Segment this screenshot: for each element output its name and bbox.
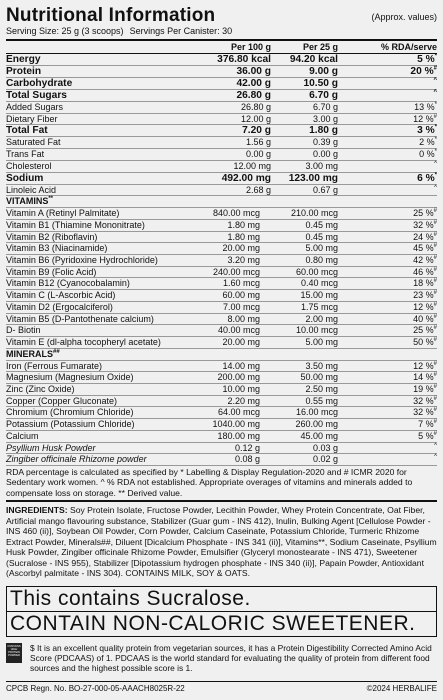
column-header xyxy=(6,41,437,54)
ingredients-label: INGREDIENTS: xyxy=(6,505,68,516)
per100-value: 376.80 kcal xyxy=(217,54,271,65)
rda-value xyxy=(338,54,437,65)
rda-value xyxy=(338,173,437,184)
rda-value xyxy=(338,220,437,231)
header-rda: % RDA/serve xyxy=(380,42,437,52)
nutrient-row xyxy=(6,267,437,279)
per100-value: 26.80 g xyxy=(240,102,271,112)
per100-value: 840.00 mcg xyxy=(212,208,260,219)
rda-value xyxy=(338,384,437,395)
name-cell xyxy=(6,302,184,313)
per25-value: 0.02 g xyxy=(312,454,338,465)
nutrient-name: Vitamin A (Retinyl Palmitate) xyxy=(6,208,120,219)
label-title: Nutritional Information xyxy=(6,5,216,26)
nutrient-row xyxy=(6,102,437,114)
per25-value: 210.00 mcg xyxy=(290,208,338,219)
protein-footnote xyxy=(6,643,437,673)
per100-value: 1.80 mg xyxy=(227,219,260,230)
per25-value: 2.00 mg xyxy=(305,313,338,324)
per25-value: 16.00 mcg xyxy=(295,407,338,418)
nutrient-name: Zingiber officinale Rhizome powder xyxy=(6,454,147,465)
name-cell xyxy=(6,431,184,442)
bottom-bar xyxy=(6,681,437,693)
name-cell xyxy=(6,278,184,289)
rda-percent: 32 % xyxy=(413,395,434,406)
per25-value: 0.55 mg xyxy=(305,395,338,406)
per25-value: 0.00 g xyxy=(312,149,338,160)
rda-percent: 32 % xyxy=(413,219,434,230)
per100-value: 492.00 mg xyxy=(221,172,271,184)
rda-marker: ^ xyxy=(433,77,437,84)
footnote-text: $ It is an excellent quality protein from vegetarian sources, it has a Protein Digestibility Corrected Amino Acid Score (PDCAAS) of 1. PDCAAS is the world standard for evaluating the quality of protein from different food sources and the highest possible score is 1. xyxy=(30,643,432,674)
per100-value: 12.00 mg xyxy=(233,160,271,171)
rda-value xyxy=(338,208,437,219)
per100-value: 14.00 mg xyxy=(222,360,260,371)
per25-value: 0.40 mcg xyxy=(300,278,338,289)
nutrient-name: D- Biotin xyxy=(6,325,41,336)
per25-value: 45.00 mg xyxy=(300,430,338,441)
rda-value xyxy=(338,396,437,407)
nutrient-name: Added Sugars xyxy=(6,102,64,112)
rda-marker: * xyxy=(434,137,437,144)
rda-percent: 45 % xyxy=(413,243,434,254)
per100-value: 240.00 mcg xyxy=(212,266,260,277)
name-cell xyxy=(6,54,153,65)
nutrient-row xyxy=(6,161,437,173)
name-cell xyxy=(6,384,184,395)
rda-marker: # xyxy=(433,219,437,226)
name-cell xyxy=(6,419,184,430)
name-cell xyxy=(6,407,184,418)
header-spacer xyxy=(6,41,153,53)
rda-marker: # xyxy=(433,395,437,402)
name-cell xyxy=(6,185,153,196)
serving-size: Serving Size: 25 g (3 scoops) xyxy=(6,26,124,36)
nutrient-row xyxy=(6,66,437,78)
per100-value: 40.00 mcg xyxy=(217,325,260,336)
per100-value: 60.00 mg xyxy=(222,290,260,301)
nutrient-name: Vitamin B12 (Cyanocobalamin) xyxy=(6,278,130,289)
nutrient-name: Magnesium (Magnesium Oxide) xyxy=(6,372,134,383)
nutrient-name: Total Sugars xyxy=(6,90,67,101)
sweetener-warning: CONTAIN NON-CALORIC SWEETENER. xyxy=(6,611,437,637)
rda-marker: * xyxy=(434,102,437,108)
per25-value: 3.50 mg xyxy=(305,360,338,371)
rda-marker: # xyxy=(433,243,437,250)
nutrient-row xyxy=(6,302,437,314)
rda-value xyxy=(338,302,437,313)
nutrient-row xyxy=(6,407,437,419)
per100-value: 1.60 mcg xyxy=(222,278,260,289)
rda-value xyxy=(338,78,437,89)
per25-value: 60.00 mcg xyxy=(295,266,338,277)
per100-value: 7.00 mcg xyxy=(222,301,260,312)
nutrient-row xyxy=(6,114,437,126)
rda-value xyxy=(338,114,437,125)
rda-marker: # xyxy=(433,336,437,343)
rda-value xyxy=(338,243,437,254)
rda-percent: 19 % xyxy=(413,384,434,395)
rda-value xyxy=(338,372,437,383)
rda-percent: 25 % xyxy=(413,208,434,219)
nutrient-name: Potassium (Potassium Chloride) xyxy=(6,419,135,430)
rda-percent: 42 % xyxy=(413,255,434,266)
rda-marker: * xyxy=(434,172,437,179)
rda-percent: 2 % xyxy=(419,137,435,148)
nutrient-row xyxy=(6,125,437,137)
nutrient-name: Vitamin D2 (Ergocalciferol) xyxy=(6,301,113,312)
nutrient-row xyxy=(6,337,437,349)
per100-value: 2.20 mg xyxy=(227,395,260,406)
nutrient-row xyxy=(6,90,437,102)
per100-value: 1.56 g xyxy=(245,137,271,148)
per25-value: 0.03 g xyxy=(312,442,338,453)
nutrient-row xyxy=(6,443,437,455)
per100-value: 1040.00 mg xyxy=(212,419,260,430)
nutrient-name: Cholesterol xyxy=(6,160,52,171)
nutrient-row xyxy=(6,314,437,326)
name-cell xyxy=(6,208,184,219)
rda-value xyxy=(338,255,437,266)
nutrient-name: Vitamin B1 (Thiamine Mononitrate) xyxy=(6,219,145,230)
per25-value: 3.00 g xyxy=(312,113,338,124)
nutrient-name: Zinc (Zinc Oxide) xyxy=(6,384,75,395)
nutrient-name: Trans Fat xyxy=(6,149,45,160)
rda-percent: 40 % xyxy=(413,313,434,324)
serving-info xyxy=(6,26,437,37)
macros-table xyxy=(6,54,437,196)
nutrient-row xyxy=(6,419,437,431)
rda-marker: # xyxy=(433,231,437,238)
per100-value: 200.00 mg xyxy=(217,372,260,383)
rda-marker: # xyxy=(433,384,437,391)
nutrient-name: Vitamin B9 (Folic Acid) xyxy=(6,266,97,277)
rda-marker: # xyxy=(433,360,437,367)
per25-value: 1.75 mcg xyxy=(300,301,338,312)
name-cell xyxy=(6,396,184,407)
rda-value xyxy=(338,125,437,136)
per100-value: 2.68 g xyxy=(245,184,271,195)
rda-value xyxy=(338,314,437,325)
per100-value: 7.20 g xyxy=(242,125,271,137)
name-cell xyxy=(6,255,184,266)
rda-marker: # xyxy=(433,419,437,426)
regn-number: CPCB Regn. No. BO-27-000-05-AAACH8025R-22 xyxy=(6,684,185,694)
per100-value: 20.00 mg xyxy=(222,336,260,347)
rda-marker: ^ xyxy=(434,442,437,449)
per25-value: 1.80 g xyxy=(309,125,338,137)
nutrient-row xyxy=(6,243,437,255)
nutrient-name: Protein xyxy=(6,66,42,77)
per25-value: 94.20 kcal xyxy=(289,54,338,65)
per25-value: 0.80 mg xyxy=(305,255,338,266)
nutrient-name: Vitamin E (dl-alpha tocopheryl acetate) xyxy=(6,336,161,347)
per25-value: 5.00 mg xyxy=(305,336,338,347)
label-inner xyxy=(6,6,437,693)
nutrient-name: Vitamin B6 (Pyridoxine Hydrochloride) xyxy=(6,255,158,266)
rda-percent: 24 % xyxy=(413,231,434,242)
nutrient-row xyxy=(6,185,437,197)
rda-marker: # xyxy=(433,325,437,332)
rda-value xyxy=(338,278,437,289)
rda-value xyxy=(338,290,437,301)
nutrient-name: Vitamin B3 (Niacinamide) xyxy=(6,243,108,254)
header-per100: Per 100 g xyxy=(230,42,271,52)
name-cell xyxy=(6,337,184,348)
per100-value: 8.00 mg xyxy=(227,313,260,324)
per25-value: 0.39 g xyxy=(312,137,338,148)
rda-marker: ^ xyxy=(433,89,437,96)
per25-value: 10.00 mcg xyxy=(295,325,338,336)
rda-percent: 12 % xyxy=(413,113,434,124)
per100-value: 0.12 g xyxy=(234,442,260,453)
nutrient-name: Linoleic Acid xyxy=(6,184,57,195)
rda-percent: 12 % xyxy=(413,360,434,371)
copyright: ©2024 HERBALIFE xyxy=(366,684,437,694)
per25-value: 9.00 g xyxy=(309,66,338,77)
rda-marker: # xyxy=(433,301,437,308)
per100-value: 1.80 mg xyxy=(227,231,260,242)
ingredients xyxy=(6,505,437,578)
per25-value: 123.00 mg xyxy=(288,172,338,184)
nutrient-name: Sodium xyxy=(6,172,44,184)
rda-percent: 0 % xyxy=(419,149,435,160)
nutrient-row xyxy=(6,454,437,466)
nutrient-row xyxy=(6,325,437,337)
nutrient-row xyxy=(6,173,437,185)
rda-marker: # xyxy=(433,266,437,273)
protein-badge-icon: CONTAINS HIGH PROTEIN POWDER xyxy=(6,643,22,663)
per25-value: 0.45 mg xyxy=(305,231,338,242)
rda-value xyxy=(338,454,437,465)
name-cell xyxy=(6,267,184,278)
per100-value: 26.80 g xyxy=(236,90,271,101)
rda-value xyxy=(338,232,437,243)
name-cell xyxy=(6,325,184,336)
nutrient-name: Calcium xyxy=(6,430,39,441)
rda-value xyxy=(338,407,437,418)
nutrient-name: Chromium (Chromium Chloride) xyxy=(6,407,134,418)
per100-value: 3.20 mg xyxy=(227,255,260,266)
nutrient-row xyxy=(6,137,437,149)
nutrient-row xyxy=(6,396,437,408)
rda-marker: # xyxy=(433,372,437,379)
nutrient-row xyxy=(6,78,437,90)
nutrient-name: Energy xyxy=(6,54,41,65)
rda-value xyxy=(338,325,437,336)
rda-percent: 23 % xyxy=(413,290,434,301)
name-cell xyxy=(6,454,184,465)
rda-value xyxy=(338,431,437,442)
approx-note: (Approx. values) xyxy=(371,12,437,22)
nutrient-name: Carbohydrate xyxy=(6,78,73,89)
per100-value: 0.08 g xyxy=(234,454,260,465)
sucralose-warning: This contains Sucralose. xyxy=(6,586,437,611)
rda-marker: # xyxy=(433,255,437,262)
rda-value xyxy=(338,267,437,278)
nutrient-name: Saturated Fat xyxy=(6,137,61,148)
nutrient-name: Iron (Ferrous Fumarate) xyxy=(6,360,103,371)
nutrient-row xyxy=(6,361,437,373)
per25-value: 260.00 mg xyxy=(295,419,338,430)
per25-value: 3.00 mg xyxy=(305,160,338,171)
per25-value: 6.70 g xyxy=(309,90,338,101)
name-cell xyxy=(6,161,153,172)
per25-value: 10.50 g xyxy=(303,78,338,89)
rda-value xyxy=(338,361,437,372)
name-cell xyxy=(6,125,153,136)
name-cell xyxy=(6,78,153,89)
name-cell xyxy=(6,173,153,184)
name-cell xyxy=(6,149,153,160)
rda-percent: 14 % xyxy=(413,372,434,383)
rda-marker: * xyxy=(434,53,437,60)
name-cell xyxy=(6,372,184,383)
rda-marker: # xyxy=(433,313,437,320)
nutrient-row xyxy=(6,232,437,244)
header-per25: Per 25 g xyxy=(302,42,338,52)
nutrient-name: Vitamin B5 (D-Pantothenate calcium) xyxy=(6,313,154,324)
name-cell xyxy=(6,66,153,77)
per100-value: 180.00 mg xyxy=(217,430,260,441)
per25-value: 5.00 mg xyxy=(305,243,338,254)
per100-value: 64.00 mcg xyxy=(217,407,260,418)
name-cell xyxy=(6,232,184,243)
nutrient-name: Copper (Copper Gluconate) xyxy=(6,395,118,406)
name-cell xyxy=(6,102,153,113)
rda-percent: 3 % xyxy=(417,125,435,137)
rda-percent: 32 % xyxy=(413,407,434,418)
rda-percent: 5 % xyxy=(418,430,434,441)
name-cell xyxy=(6,114,153,125)
name-cell xyxy=(6,220,184,231)
rda-marker: * xyxy=(434,149,437,156)
per25-value: 0.67 g xyxy=(312,184,338,195)
rda-percent: 12 % xyxy=(413,301,434,312)
nutrient-row xyxy=(6,54,437,66)
per25-value: 6.70 g xyxy=(312,102,338,112)
rda-marker: # xyxy=(433,208,437,215)
rda-percent: 50 % xyxy=(413,336,434,347)
rda-marker: # xyxy=(433,113,437,120)
rda-percent: 5 % xyxy=(417,54,435,65)
nutrient-row xyxy=(6,290,437,302)
rda-percent: 20 % xyxy=(410,66,434,77)
minerals-table xyxy=(6,361,437,466)
per25-value: 50.00 mg xyxy=(300,372,338,383)
rda-value xyxy=(338,149,437,160)
name-cell xyxy=(6,90,153,101)
rda-percent: 7 % xyxy=(418,419,434,430)
nutrient-name: Total Fat xyxy=(6,125,48,137)
nutrient-row xyxy=(6,372,437,384)
per100-value: 20.00 mg xyxy=(222,243,260,254)
rda-value xyxy=(338,419,437,430)
rda-percent: 25 % xyxy=(413,325,434,336)
rda-value xyxy=(338,102,437,113)
rda-value xyxy=(338,137,437,148)
name-cell xyxy=(6,137,153,148)
rda-marker: # xyxy=(433,65,437,72)
rda-marker: # xyxy=(433,430,437,437)
per100-value: 12.00 g xyxy=(240,113,271,124)
ingredients-text: Soy Protein Isolate, Fructose Powder, Lecithin Powder, Whey Protein Concentrate, Oat Fiber, Artificial mango flavouring substance, Stabilizer (Guar gum - INS 412), Inulin, Bulking Agent [Cellulose Powder - INS 460 (ii)], Soybean Oil Powder, Corn Powder, Calcium Caseinate, Potassium Chloride, Turmeric Rhizome Extract Powder, Minerals##, Diluent [Dicalcium Phosphate - INS 341 (ii)], Vitamins**, Sodium Caseinate, Psyllium Husk Powder, Zingiber officinale Rhizome Powder, Emulsifier (Glyceryl monostearate - INS 471), Sweetener (Sucralose - INS 955), Stabilizer [Dipotassium hydrogen phosphate - INS 340 (ii)], Papain Powder, Antioxidant (Ascorbyl palmitate - INS 304). CONTAINS MILK, SOY & OATS. xyxy=(6,505,437,578)
per100-value: 42.00 g xyxy=(236,78,271,89)
rda-marker: # xyxy=(433,278,437,285)
rda-percent: 46 % xyxy=(413,266,434,277)
rda-notes: RDA percentage is calculated as specified by * Labelling & Display Regulation-2020 and # ICMR 2020 for Sedentary work women. ^ % RDA not established. Appropriate overages of vitamins and minerals added to compensate loss on storage. ** Derived value. xyxy=(6,467,437,503)
nutrient-name: Vitamin C (L-Ascorbic Acid) xyxy=(6,290,116,301)
rda-value xyxy=(338,443,437,454)
rda-marker: # xyxy=(433,290,437,297)
rda-marker: ^ xyxy=(434,160,437,167)
vitamins-table xyxy=(6,208,437,348)
nutrient-row xyxy=(6,220,437,232)
nutrient-name: Vitamin B2 (Riboflavin) xyxy=(6,231,98,242)
per100-value: 36.00 g xyxy=(236,66,271,77)
name-cell xyxy=(6,443,184,454)
name-cell xyxy=(6,290,184,301)
rda-percent: 13 % xyxy=(414,102,435,112)
rda-marker: # xyxy=(433,407,437,414)
name-cell xyxy=(6,314,184,325)
rda-value xyxy=(338,90,437,101)
nutrient-row xyxy=(6,431,437,443)
rda-value xyxy=(338,185,437,196)
vitamins-heading: VITAMINS** xyxy=(6,196,437,208)
nutrient-row xyxy=(6,208,437,220)
rda-value xyxy=(338,161,437,172)
nutrient-row xyxy=(6,384,437,396)
rda-marker: * xyxy=(434,125,437,132)
name-cell xyxy=(6,361,184,372)
rda-value xyxy=(338,337,437,348)
per100-value: 10.00 mg xyxy=(222,384,260,395)
per25-value: 2.50 mg xyxy=(305,384,338,395)
rda-marker: ^ xyxy=(434,454,437,461)
per25-value: 15.00 mg xyxy=(300,290,338,301)
per100-value: 0.00 g xyxy=(245,149,271,160)
nutrient-name: Psyllium Husk Powder xyxy=(6,442,96,453)
name-cell xyxy=(6,243,184,254)
nutrient-row xyxy=(6,255,437,267)
servings-per-canister: Servings Per Canister: 30 xyxy=(129,26,233,36)
nutrient-row xyxy=(6,278,437,290)
rda-value xyxy=(338,66,437,77)
per25-value: 0.45 mg xyxy=(305,219,338,230)
rda-percent: 18 % xyxy=(413,278,434,289)
nutrient-name: Dietary Fiber xyxy=(6,113,58,124)
rda-percent: 6 % xyxy=(417,172,435,184)
nutrient-row xyxy=(6,149,437,161)
minerals-heading: MINERALS## xyxy=(6,349,437,361)
rda-marker: ^ xyxy=(434,184,437,191)
